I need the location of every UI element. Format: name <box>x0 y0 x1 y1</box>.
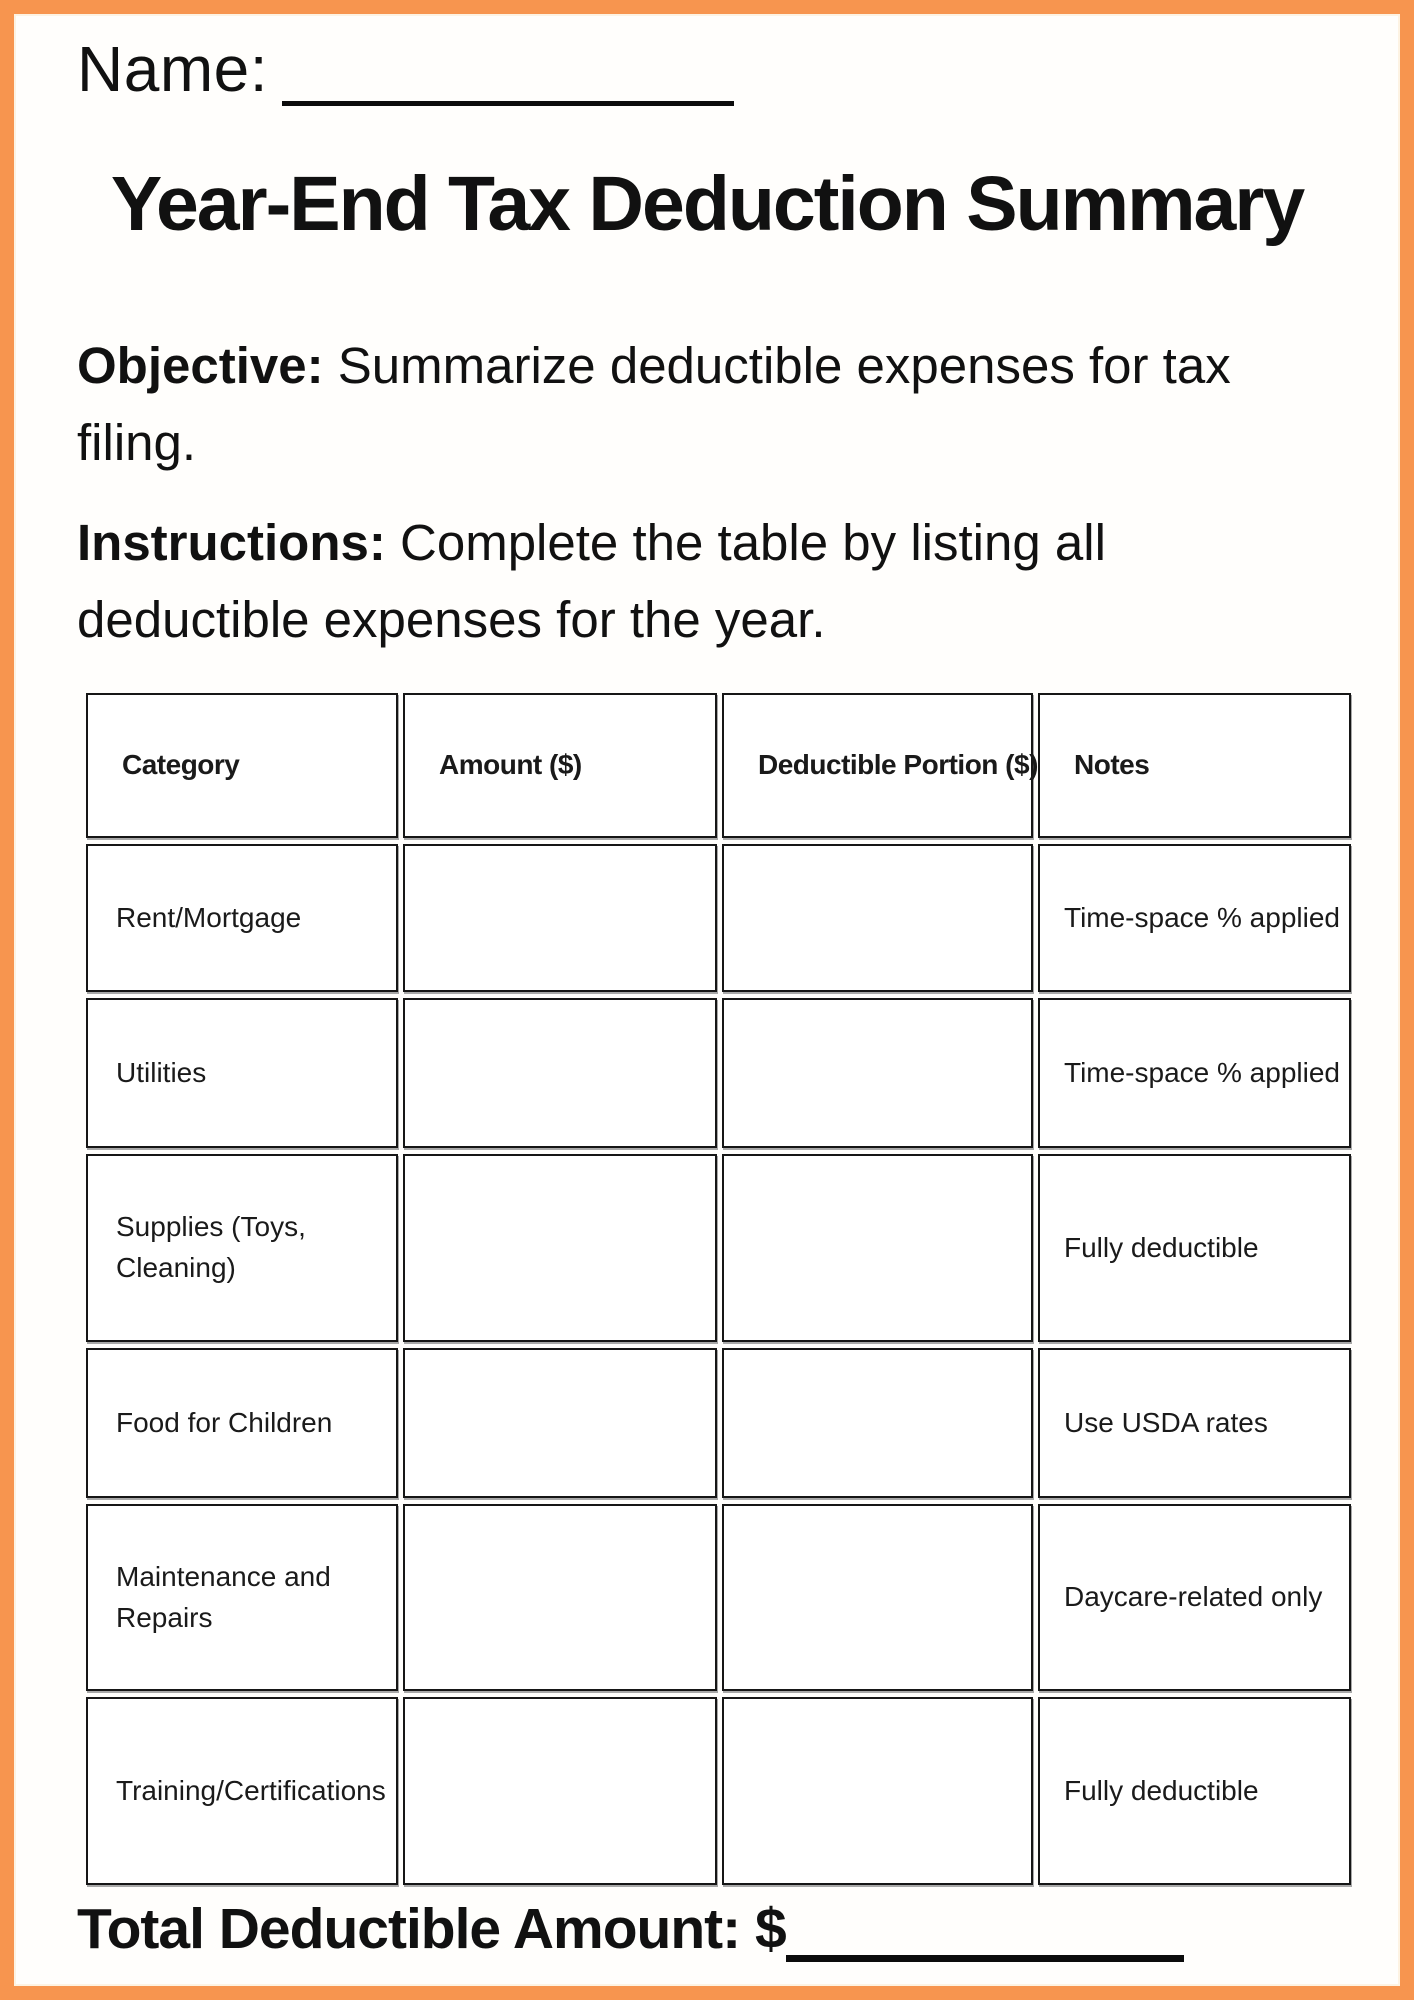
category-cell: Maintenance and Repairs <box>86 1504 398 1691</box>
amount-cell[interactable] <box>403 1504 717 1691</box>
amount-cell[interactable] <box>403 1348 717 1498</box>
amount-cell[interactable] <box>403 998 717 1148</box>
total-label: Total Deductible Amount: $ <box>77 1897 786 1961</box>
notes-cell: Time-space % applied <box>1038 998 1351 1148</box>
notes-cell: Use USDA rates <box>1038 1348 1351 1498</box>
deductible-cell[interactable] <box>722 1348 1033 1498</box>
name-label: Name: <box>77 33 268 105</box>
instructions-label: Instructions: <box>77 514 386 571</box>
header-amount: Amount ($) <box>403 693 717 838</box>
notes-cell: Daycare-related only <box>1038 1504 1351 1691</box>
deductible-cell[interactable] <box>722 844 1033 992</box>
category-cell: Supplies (Toys, Cleaning) <box>86 1154 398 1342</box>
category-cell: Food for Children <box>86 1348 398 1498</box>
amount-cell[interactable] <box>403 1154 717 1342</box>
intro-text <box>77 328 1342 658</box>
deduction-table <box>86 693 1351 1885</box>
name-row <box>77 32 734 106</box>
header-deductible-portion: Deductible Portion ($) <box>722 693 1033 838</box>
total-line <box>77 1896 1184 1962</box>
category-cell: Utilities <box>86 998 398 1148</box>
header-notes: Notes <box>1038 693 1351 838</box>
name-fill-in-line[interactable] <box>282 42 734 106</box>
page-title: Year-End Tax Deduction Summary <box>110 161 1304 247</box>
category-cell: Rent/Mortgage <box>86 844 398 992</box>
instructions-text: Complete the table by listing all deductible expenses for the year. <box>77 514 1106 648</box>
header-category: Category <box>86 693 398 838</box>
deductible-cell[interactable] <box>722 998 1033 1148</box>
deductible-cell[interactable] <box>722 1154 1033 1342</box>
objective-label: Objective: <box>77 337 324 394</box>
total-fill-in-line[interactable] <box>786 1910 1184 1962</box>
notes-cell: Time-space % applied <box>1038 844 1351 992</box>
deductible-cell[interactable] <box>722 1697 1033 1885</box>
deductible-cell[interactable] <box>722 1504 1033 1691</box>
notes-cell: Fully deductible <box>1038 1154 1351 1342</box>
objective-text: Summarize deductible expenses for tax filing. <box>77 337 1231 471</box>
amount-cell[interactable] <box>403 844 717 992</box>
notes-cell: Fully deductible <box>1038 1697 1351 1885</box>
instructions-paragraph <box>77 505 1342 658</box>
amount-cell[interactable] <box>403 1697 717 1885</box>
objective-paragraph <box>77 328 1342 481</box>
category-cell: Training/Certifications <box>86 1697 398 1885</box>
